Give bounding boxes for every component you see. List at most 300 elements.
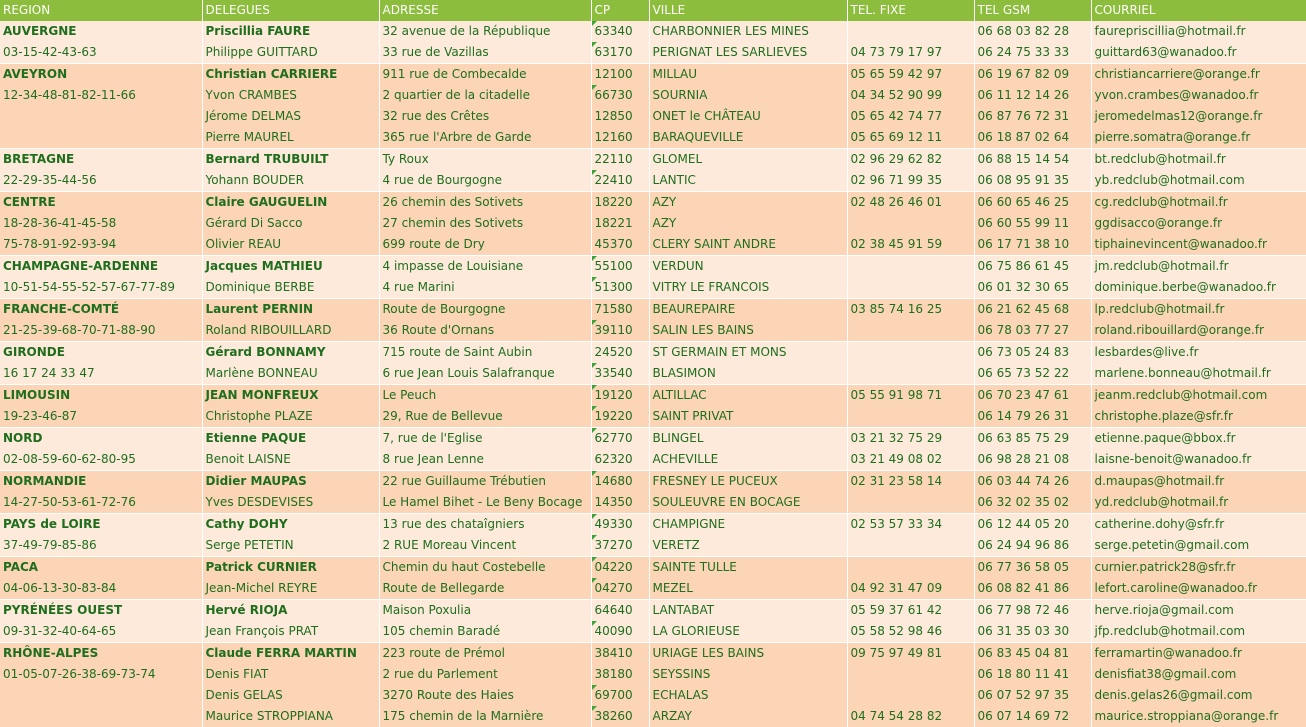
table-row	[0, 21, 1306, 42]
tel-gsm-cell: 06 24 94 96 86	[974, 535, 1091, 557]
tel-gsm-cell: 06 24 75 33 33	[974, 42, 1091, 64]
ville-cell: URIAGE LES BAINS	[649, 643, 847, 665]
adresse-cell: 911 rue de Combecalde	[379, 64, 591, 86]
adresse-cell: 3270 Route des Haies	[379, 685, 591, 706]
tel-gsm-cell: 06 77 36 58 05	[974, 557, 1091, 579]
table-row	[0, 643, 1306, 665]
tel-fixe-cell	[847, 320, 974, 342]
tel-fixe-cell: 02 48 26 46 01	[847, 192, 974, 214]
tel-gsm-cell: 06 07 52 97 35	[974, 685, 1091, 706]
region-cell: 03-15-42-43-63	[0, 42, 202, 64]
courriel-cell: maurice.stroppiana@orange.fr	[1091, 706, 1306, 727]
region-cell: 16 17 24 33 47	[0, 363, 202, 385]
courriel-cell: curnier.patrick28@sfr.fr	[1091, 557, 1306, 579]
cp-cell: 22410	[591, 170, 649, 192]
ville-cell: LANTABAT	[649, 600, 847, 622]
tel-fixe-cell: 03 21 49 08 02	[847, 449, 974, 471]
adresse-cell: 13 rue des chataîgniers	[379, 514, 591, 536]
tel-gsm-cell: 06 87 76 72 31	[974, 106, 1091, 127]
tel-gsm-cell: 06 11 12 14 26	[974, 85, 1091, 106]
adresse-cell: Le Hamel Bihet - Le Beny Bocage	[379, 492, 591, 514]
courriel-cell: denis.gelas26@gmail.com	[1091, 685, 1306, 706]
courriel-cell: ggdisacco@orange.fr	[1091, 213, 1306, 234]
cp-cell: 40090	[591, 621, 649, 643]
ville-cell: GLOMEL	[649, 149, 847, 171]
region-cell: LIMOUSIN	[0, 385, 202, 407]
tel-fixe-cell	[847, 492, 974, 514]
table-row	[0, 342, 1306, 364]
header-ville: VILLE	[649, 0, 847, 21]
region-cell: PYRÉNÉES OUEST	[0, 600, 202, 622]
ville-cell: MILLAU	[649, 64, 847, 86]
delegue-cell: Etienne PAQUE	[202, 428, 379, 450]
adresse-cell: 4 rue Marini	[379, 277, 591, 299]
delegue-cell: Yvon CRAMBES	[202, 85, 379, 106]
cp-cell: 04220	[591, 557, 649, 579]
tel-fixe-cell: 05 59 37 61 42	[847, 600, 974, 622]
tel-fixe-cell	[847, 664, 974, 685]
ville-cell: VERETZ	[649, 535, 847, 557]
tel-fixe-cell: 02 31 23 58 14	[847, 471, 974, 493]
table-row	[0, 64, 1306, 86]
tel-gsm-cell: 06 78 03 77 27	[974, 320, 1091, 342]
cp-cell: 37270	[591, 535, 649, 557]
header-tel-fixe: TEL. FIXE	[847, 0, 974, 21]
courriel-cell: roland.ribouillard@orange.fr	[1091, 320, 1306, 342]
region-cell: 04-06-13-30-83-84	[0, 578, 202, 600]
tel-fixe-cell: 05 65 59 42 97	[847, 64, 974, 86]
header-cp: CP	[591, 0, 649, 21]
adresse-cell: 8 rue Jean Lenne	[379, 449, 591, 471]
tel-fixe-cell	[847, 535, 974, 557]
region-cell: PACA	[0, 557, 202, 579]
table-row	[0, 685, 1306, 706]
tel-fixe-cell: 04 92 31 47 09	[847, 578, 974, 600]
courriel-cell: christiancarriere@orange.fr	[1091, 64, 1306, 86]
region-cell: 09-31-32-40-64-65	[0, 621, 202, 643]
header-delegues: DELEGUES	[202, 0, 379, 21]
cp-cell: 24520	[591, 342, 649, 364]
region-cell	[0, 127, 202, 149]
tel-gsm-cell: 06 08 95 91 35	[974, 170, 1091, 192]
adresse-cell: 2 rue du Parlement	[379, 664, 591, 685]
ville-cell: MEZEL	[649, 578, 847, 600]
region-cell	[0, 706, 202, 727]
tel-fixe-cell	[847, 685, 974, 706]
courriel-cell: faurepriscillia@hotmail.fr	[1091, 21, 1306, 42]
table-row	[0, 471, 1306, 493]
table-row	[0, 42, 1306, 64]
ville-cell: BEAUREPAIRE	[649, 299, 847, 321]
tel-gsm-cell: 06 03 44 74 26	[974, 471, 1091, 493]
tel-fixe-cell: 03 21 32 75 29	[847, 428, 974, 450]
courriel-cell: cg.redclub@hotmail.fr	[1091, 192, 1306, 214]
adresse-cell: 26 chemin des Sotivets	[379, 192, 591, 214]
ville-cell: CLERY SAINT ANDRE	[649, 234, 847, 256]
tel-fixe-cell: 02 96 29 62 82	[847, 149, 974, 171]
tel-fixe-cell: 04 74 54 28 82	[847, 706, 974, 727]
cp-cell: 14350	[591, 492, 649, 514]
table-row	[0, 85, 1306, 106]
ville-cell: SAINT PRIVAT	[649, 406, 847, 428]
delegue-cell: Denis GELAS	[202, 685, 379, 706]
region-cell: 01-05-07-26-38-69-73-74	[0, 664, 202, 685]
table-row	[0, 578, 1306, 600]
cp-cell: 69700	[591, 685, 649, 706]
delegue-cell: JEAN MONFREUX	[202, 385, 379, 407]
cp-cell: 14680	[591, 471, 649, 493]
region-cell: AVEYRON	[0, 64, 202, 86]
tel-gsm-cell: 06 88 15 14 54	[974, 149, 1091, 171]
ville-cell: ECHALAS	[649, 685, 847, 706]
region-cell: 75-78-91-92-93-94	[0, 234, 202, 256]
cp-cell: 19120	[591, 385, 649, 407]
courriel-cell: guittard63@wanadoo.fr	[1091, 42, 1306, 64]
cp-cell: 38260	[591, 706, 649, 727]
courriel-cell: dominique.berbe@wanadoo.fr	[1091, 277, 1306, 299]
ville-cell: BLINGEL	[649, 428, 847, 450]
delegue-cell: Patrick CURNIER	[202, 557, 379, 579]
delegue-cell: Philippe GUITTARD	[202, 42, 379, 64]
delegue-cell: Gérard Di Sacco	[202, 213, 379, 234]
adresse-cell: 7, rue de l'Eglise	[379, 428, 591, 450]
region-cell: 10-51-54-55-52-57-67-77-89	[0, 277, 202, 299]
courriel-cell: catherine.dohy@sfr.fr	[1091, 514, 1306, 536]
region-cell: 14-27-50-53-61-72-76	[0, 492, 202, 514]
adresse-cell: Route de Bourgogne	[379, 299, 591, 321]
ville-cell: VERDUN	[649, 256, 847, 278]
cp-cell: 38180	[591, 664, 649, 685]
ville-cell: SALIN LES BAINS	[649, 320, 847, 342]
tel-fixe-cell: 04 73 79 17 97	[847, 42, 974, 64]
adresse-cell: 365 rue l'Arbre de Garde	[379, 127, 591, 149]
table-row	[0, 621, 1306, 643]
region-cell	[0, 685, 202, 706]
delegue-cell: Yves DESDEVISES	[202, 492, 379, 514]
header-adresse: ADRESSE	[379, 0, 591, 21]
courriel-cell: yb.redclub@hotmail.com	[1091, 170, 1306, 192]
adresse-cell: Le Peuch	[379, 385, 591, 407]
tel-fixe-cell	[847, 363, 974, 385]
tel-gsm-cell: 06 83 45 04 81	[974, 643, 1091, 665]
table-row	[0, 706, 1306, 727]
region-cell: 22-29-35-44-56	[0, 170, 202, 192]
region-cell: 12-34-48-81-82-11-66	[0, 85, 202, 106]
ville-cell: FRESNEY LE PUCEUX	[649, 471, 847, 493]
cp-cell: 38410	[591, 643, 649, 665]
tel-gsm-cell: 06 32 02 35 02	[974, 492, 1091, 514]
tel-gsm-cell: 06 63 85 75 29	[974, 428, 1091, 450]
adresse-cell: 6 rue Jean Louis Salafranque	[379, 363, 591, 385]
delegue-cell: Hervé RIOJA	[202, 600, 379, 622]
adresse-cell: 33 rue de Vazillas	[379, 42, 591, 64]
table-row	[0, 557, 1306, 579]
cp-cell: 71580	[591, 299, 649, 321]
region-cell: PAYS de LOIRE	[0, 514, 202, 536]
tel-gsm-cell: 06 01 32 30 65	[974, 277, 1091, 299]
table-row	[0, 127, 1306, 149]
tel-fixe-cell: 02 38 45 91 59	[847, 234, 974, 256]
delegue-cell: Serge PETETIN	[202, 535, 379, 557]
cp-cell: 62770	[591, 428, 649, 450]
courriel-cell: pierre.somatra@orange.fr	[1091, 127, 1306, 149]
courriel-cell: laisne-benoit@wanadoo.fr	[1091, 449, 1306, 471]
tel-fixe-cell: 05 55 91 98 71	[847, 385, 974, 407]
adresse-cell: 2 quartier de la citadelle	[379, 85, 591, 106]
region-cell: CENTRE	[0, 192, 202, 214]
tel-gsm-cell: 06 31 35 03 30	[974, 621, 1091, 643]
courriel-cell: etienne.paque@bbox.fr	[1091, 428, 1306, 450]
table-row	[0, 170, 1306, 192]
ville-cell: SOULEUVRE EN BOCAGE	[649, 492, 847, 514]
delegue-cell: Marlène BONNEAU	[202, 363, 379, 385]
delegue-cell: Didier MAUPAS	[202, 471, 379, 493]
tel-fixe-cell: 02 96 71 99 35	[847, 170, 974, 192]
tel-gsm-cell: 06 08 82 41 86	[974, 578, 1091, 600]
ville-cell: CHARBONNIER LES MINES	[649, 21, 847, 42]
ville-cell: AZY	[649, 192, 847, 214]
cp-cell: 63170	[591, 42, 649, 64]
tel-fixe-cell	[847, 213, 974, 234]
delegue-cell: Priscillia FAURE	[202, 21, 379, 42]
header-region: REGION	[0, 0, 202, 21]
table-row	[0, 149, 1306, 171]
cp-cell: 63340	[591, 21, 649, 42]
adresse-cell: 2 RUE Moreau Vincent	[379, 535, 591, 557]
adresse-cell: 36 Route d'Ornans	[379, 320, 591, 342]
delegue-cell: Claire GAUGUELIN	[202, 192, 379, 214]
delegue-cell: Roland RIBOUILLARD	[202, 320, 379, 342]
table-row	[0, 449, 1306, 471]
courriel-cell: lefort.caroline@wanadoo.fr	[1091, 578, 1306, 600]
adresse-cell: 715 route de Saint Aubin	[379, 342, 591, 364]
tel-fixe-cell	[847, 277, 974, 299]
courriel-cell: bt.redclub@hotmail.fr	[1091, 149, 1306, 171]
tel-fixe-cell	[847, 21, 974, 42]
adresse-cell: 223 route de Prémol	[379, 643, 591, 665]
region-cell: NORD	[0, 428, 202, 450]
ville-cell: ACHEVILLE	[649, 449, 847, 471]
ville-cell: ARZAY	[649, 706, 847, 727]
table-row	[0, 106, 1306, 127]
cp-cell: 64640	[591, 600, 649, 622]
cp-cell: 12850	[591, 106, 649, 127]
region-cell: 02-08-59-60-62-80-95	[0, 449, 202, 471]
adresse-cell: 32 avenue de la République	[379, 21, 591, 42]
courriel-cell: jm.redclub@hotmail.fr	[1091, 256, 1306, 278]
courriel-cell: ferramartin@wanadoo.fr	[1091, 643, 1306, 665]
courriel-cell: d.maupas@hotmail.fr	[1091, 471, 1306, 493]
ville-cell: VITRY LE FRANCOIS	[649, 277, 847, 299]
courriel-cell: marlene.bonneau@hotmail.fr	[1091, 363, 1306, 385]
region-cell: 18-28-36-41-45-58	[0, 213, 202, 234]
tel-gsm-cell: 06 12 44 05 20	[974, 514, 1091, 536]
tel-fixe-cell	[847, 256, 974, 278]
ville-cell: BARAQUEVILLE	[649, 127, 847, 149]
tel-fixe-cell: 05 58 52 98 46	[847, 621, 974, 643]
delegue-cell: Claude FERRA MARTIN	[202, 643, 379, 665]
tel-gsm-cell: 06 17 71 38 10	[974, 234, 1091, 256]
courriel-cell: serge.petetin@gmail.com	[1091, 535, 1306, 557]
courriel-cell: jeanm.redclub@hotmail.com	[1091, 385, 1306, 407]
courriel-cell: yvon.crambes@wanadoo.fr	[1091, 85, 1306, 106]
tel-gsm-cell: 06 21 62 45 68	[974, 299, 1091, 321]
region-cell: FRANCHE-COMTÉ	[0, 299, 202, 321]
tel-fixe-cell: 04 34 52 90 99	[847, 85, 974, 106]
tel-gsm-cell: 06 18 87 02 64	[974, 127, 1091, 149]
tel-gsm-cell: 06 60 55 99 11	[974, 213, 1091, 234]
adresse-cell: Chemin du haut Costebelle	[379, 557, 591, 579]
adresse-cell: 27 chemin des Sotivets	[379, 213, 591, 234]
region-cell: 37-49-79-85-86	[0, 535, 202, 557]
delegue-cell: Laurent PERNIN	[202, 299, 379, 321]
table-row	[0, 320, 1306, 342]
adresse-cell: Route de Bellegarde	[379, 578, 591, 600]
header-tel-gsm: TEL GSM	[974, 0, 1091, 21]
courriel-cell: jfp.redclub@hotmail.com	[1091, 621, 1306, 643]
table-row	[0, 535, 1306, 557]
courriel-cell: denisfiat38@gmail.com	[1091, 664, 1306, 685]
tel-gsm-cell: 06 70 23 47 61	[974, 385, 1091, 407]
delegue-cell: Denis FIAT	[202, 664, 379, 685]
region-cell: NORMANDIE	[0, 471, 202, 493]
ville-cell: SOURNIA	[649, 85, 847, 106]
adresse-cell: Maison Poxulia	[379, 600, 591, 622]
delegue-cell: Christophe PLAZE	[202, 406, 379, 428]
ville-cell: ST GERMAIN ET MONS	[649, 342, 847, 364]
adresse-cell: 29, Rue de Bellevue	[379, 406, 591, 428]
delegue-cell: Jérome DELMAS	[202, 106, 379, 127]
region-cell: BRETAGNE	[0, 149, 202, 171]
tel-fixe-cell: 02 53 57 33 34	[847, 514, 974, 536]
courriel-cell: yd.redclub@hotmail.fr	[1091, 492, 1306, 514]
delegue-cell: Olivier REAU	[202, 234, 379, 256]
header-row	[0, 0, 1306, 21]
delegue-cell: Cathy DOHY	[202, 514, 379, 536]
adresse-cell: 175 chemin de la Marnière	[379, 706, 591, 727]
region-cell: 19-23-46-87	[0, 406, 202, 428]
tel-fixe-cell	[847, 406, 974, 428]
ville-cell: BLASIMON	[649, 363, 847, 385]
table-row	[0, 600, 1306, 622]
courriel-cell: jeromedelmas12@orange.fr	[1091, 106, 1306, 127]
table-row	[0, 213, 1306, 234]
cp-cell: 04270	[591, 578, 649, 600]
adresse-cell: 32 rue des Crêtes	[379, 106, 591, 127]
tel-fixe-cell	[847, 557, 974, 579]
tel-fixe-cell	[847, 342, 974, 364]
delegue-cell: Dominique BERBE	[202, 277, 379, 299]
ville-cell: LANTIC	[649, 170, 847, 192]
tel-gsm-cell: 06 77 98 72 46	[974, 600, 1091, 622]
cp-cell: 49330	[591, 514, 649, 536]
tel-fixe-cell: 09 75 97 49 81	[847, 643, 974, 665]
table-row	[0, 234, 1306, 256]
ville-cell: ALTILLAC	[649, 385, 847, 407]
tel-gsm-cell: 06 18 80 11 41	[974, 664, 1091, 685]
delegue-cell: Pierre MAUREL	[202, 127, 379, 149]
tel-gsm-cell: 06 98 28 21 08	[974, 449, 1091, 471]
cp-cell: 66730	[591, 85, 649, 106]
table-row	[0, 428, 1306, 450]
delegue-cell: Jean-Michel REYRE	[202, 578, 379, 600]
region-cell	[0, 106, 202, 127]
delegue-cell: Bernard TRUBUILT	[202, 149, 379, 171]
table-row	[0, 256, 1306, 278]
tel-gsm-cell: 06 07 14 69 72	[974, 706, 1091, 727]
tel-gsm-cell: 06 65 73 52 22	[974, 363, 1091, 385]
cp-cell: 45370	[591, 234, 649, 256]
adresse-cell: Ty Roux	[379, 149, 591, 171]
tel-gsm-cell: 06 14 79 26 31	[974, 406, 1091, 428]
region-cell: RHÔNE-ALPES	[0, 643, 202, 665]
adresse-cell: 22 rue Guillaume Trébutien	[379, 471, 591, 493]
delegue-cell: Maurice STROPPIANA	[202, 706, 379, 727]
cp-cell: 12100	[591, 64, 649, 86]
delegue-cell: Christian CARRIERE	[202, 64, 379, 86]
region-cell: CHAMPAGNE-ARDENNE	[0, 256, 202, 278]
tel-fixe-cell: 05 65 69 12 11	[847, 127, 974, 149]
adresse-cell: 4 impasse de Louisiane	[379, 256, 591, 278]
courriel-cell: tiphainevincent@wanadoo.fr	[1091, 234, 1306, 256]
tel-gsm-cell: 06 60 65 46 25	[974, 192, 1091, 214]
adresse-cell: 699 route de Dry	[379, 234, 591, 256]
table-row	[0, 492, 1306, 514]
tel-gsm-cell: 06 68 03 82 28	[974, 21, 1091, 42]
delegue-cell: Jacques MATHIEU	[202, 256, 379, 278]
table-row	[0, 385, 1306, 407]
table-row	[0, 664, 1306, 685]
tel-gsm-cell: 06 75 86 61 45	[974, 256, 1091, 278]
table-row	[0, 299, 1306, 321]
delegue-cell: Yohann BOUDER	[202, 170, 379, 192]
delegue-cell: Gérard BONNAMY	[202, 342, 379, 364]
delegue-cell: Jean François PRAT	[202, 621, 379, 643]
tel-fixe-cell: 03 85 74 16 25	[847, 299, 974, 321]
ville-cell: LA GLORIEUSE	[649, 621, 847, 643]
courriel-cell: lesbardes@live.fr	[1091, 342, 1306, 364]
cp-cell: 39110	[591, 320, 649, 342]
adresse-cell: 4 rue de Bourgogne	[379, 170, 591, 192]
adresse-cell: 105 chemin Baradé	[379, 621, 591, 643]
tel-fixe-cell: 05 65 42 74 77	[847, 106, 974, 127]
region-cell: 21-25-39-68-70-71-88-90	[0, 320, 202, 342]
ville-cell: SEYSSINS	[649, 664, 847, 685]
region-cell: AUVERGNE	[0, 21, 202, 42]
cp-cell: 19220	[591, 406, 649, 428]
courriel-cell: christophe.plaze@sfr.fr	[1091, 406, 1306, 428]
cp-cell: 18220	[591, 192, 649, 214]
courriel-cell: herve.rioja@gmail.com	[1091, 600, 1306, 622]
tel-gsm-cell: 06 19 67 82 09	[974, 64, 1091, 86]
cp-cell: 51300	[591, 277, 649, 299]
cp-cell: 55100	[591, 256, 649, 278]
table-row	[0, 192, 1306, 214]
table-row	[0, 363, 1306, 385]
ville-cell: CHAMPIGNE	[649, 514, 847, 536]
cp-cell: 62320	[591, 449, 649, 471]
cp-cell: 22110	[591, 149, 649, 171]
tel-gsm-cell: 06 73 05 24 83	[974, 342, 1091, 364]
cp-cell: 33540	[591, 363, 649, 385]
ville-cell: PERIGNAT LES SARLIEVES	[649, 42, 847, 64]
ville-cell: ONET le CHÂTEAU	[649, 106, 847, 127]
region-cell: GIRONDE	[0, 342, 202, 364]
delegue-cell: Benoit LAISNE	[202, 449, 379, 471]
courriel-cell: lp.redclub@hotmail.fr	[1091, 299, 1306, 321]
header-courriel: COURRIEL	[1091, 0, 1306, 21]
ville-cell: AZY	[649, 213, 847, 234]
